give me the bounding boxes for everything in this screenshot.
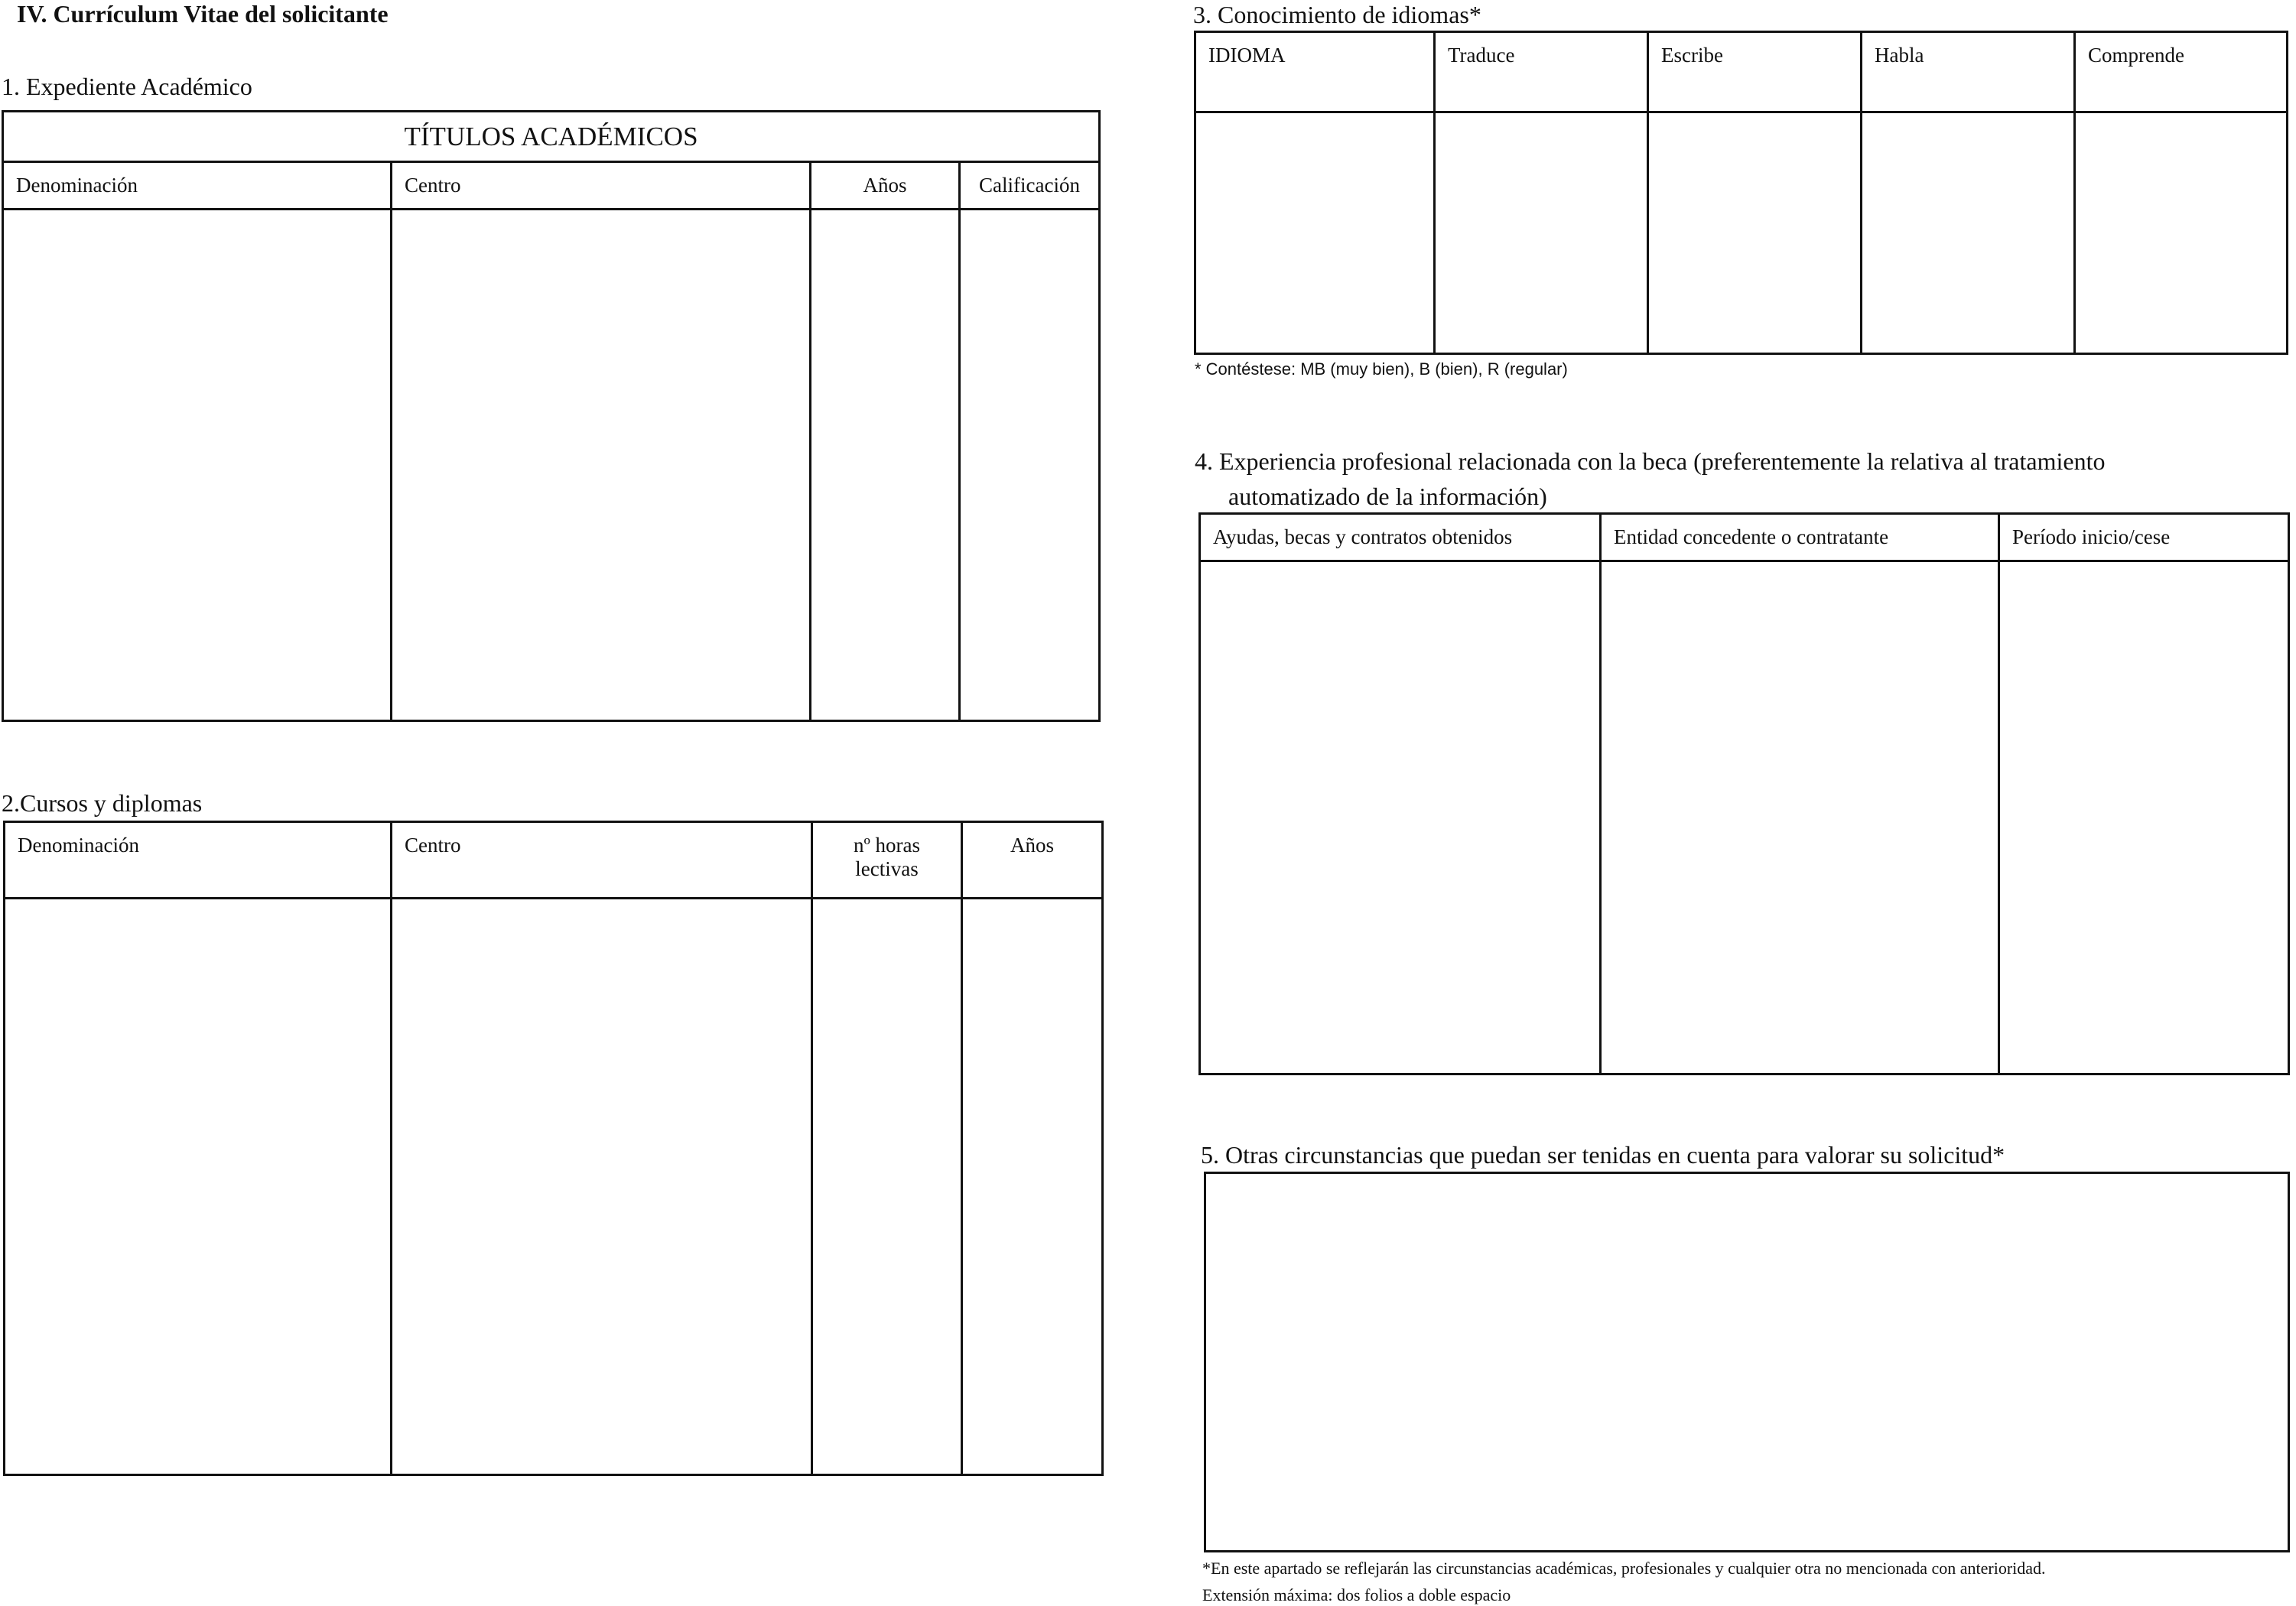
academic-titles-caption: TÍTULOS ACADÉMICOS — [3, 112, 1100, 162]
section-5-footnote-line2: Extensión máxima: dos folios a doble espacio — [1202, 1585, 1511, 1604]
col-header-centro: Centro — [392, 162, 811, 210]
section-4-title-line2: automatizado de la información) — [1228, 483, 1547, 510]
habla-entry-cell[interactable] — [1862, 112, 2075, 354]
courses-table — [3, 821, 1104, 1476]
section-4-title: 4. Experiencia profesional relacionada con la beca (preferentemente la relativa al tratamiento — [1195, 447, 2106, 475]
experience-table — [1198, 512, 2290, 1075]
denominacion-entry-cell[interactable] — [3, 210, 392, 721]
col-header-calificacion: Calificación — [960, 162, 1100, 210]
calificacion-entry-cell[interactable] — [960, 210, 1100, 721]
comprende-entry-cell[interactable] — [2075, 112, 2288, 354]
escribe-entry-cell[interactable] — [1648, 112, 1862, 354]
col-header-habla: Habla — [1862, 32, 2075, 112]
col-header-periodo: Período inicio/cese — [1999, 514, 2289, 561]
col-header-anos: Años — [962, 822, 1103, 899]
col-header-anos: Años — [811, 162, 960, 210]
other-circumstances-box[interactable] — [1204, 1172, 2290, 1552]
ayudas-entry-cell[interactable] — [1200, 561, 1601, 1074]
anos-entry-cell[interactable] — [811, 210, 960, 721]
col-header-ayudas: Ayudas, becas y contratos obtenidos — [1200, 514, 1601, 561]
col-header-comprende: Comprende — [2075, 32, 2288, 112]
col-header-entidad: Entidad concedente o contratante — [1601, 514, 1999, 561]
centro-entry-cell[interactable] — [392, 899, 812, 1475]
col-header-escribe: Escribe — [1648, 32, 1862, 112]
centro-entry-cell[interactable] — [392, 210, 811, 721]
col-header-traduce: Traduce — [1435, 32, 1648, 112]
horas-entry-cell[interactable] — [812, 899, 962, 1475]
languages-table — [1194, 31, 2288, 355]
col-header-denominacion: Denominación — [3, 162, 392, 210]
col-header-centro: Centro — [392, 822, 812, 899]
entidad-entry-cell[interactable] — [1601, 561, 1999, 1074]
section-5-footnote: *En este apartado se reflejarán las circunstancias académicas, profesionales y cualquier otra no mencionada con anterioridad. — [1202, 1559, 2046, 1578]
section-3-title: 3. Conocimiento de idiomas* — [1193, 1, 1481, 28]
denominacion-entry-cell[interactable] — [5, 899, 392, 1475]
section-5-title: 5. Otras circunstancias que puedan ser tenidas en cuenta para valorar su solicitud* — [1201, 1141, 2005, 1169]
anos-entry-cell[interactable] — [962, 899, 1103, 1475]
col-header-idioma: IDIOMA — [1195, 32, 1435, 112]
section-1-title: 1. Expediente Académico — [2, 73, 252, 100]
col-header-denominacion: Denominación — [5, 822, 392, 899]
traduce-entry-cell[interactable] — [1435, 112, 1648, 354]
idioma-entry-cell[interactable] — [1195, 112, 1435, 354]
col-header-horas-lectivas: nº horas lectivas — [812, 822, 962, 899]
section-2-title: 2.Cursos y diplomas — [2, 789, 203, 817]
academic-titles-table — [2, 110, 1101, 722]
languages-footnote: * Contéstese: MB (muy bien), B (bien), R (regular) — [1195, 359, 1568, 379]
periodo-entry-cell[interactable] — [1999, 561, 2289, 1074]
page-title: IV. Currículum Vitae del solicitante — [17, 0, 389, 28]
